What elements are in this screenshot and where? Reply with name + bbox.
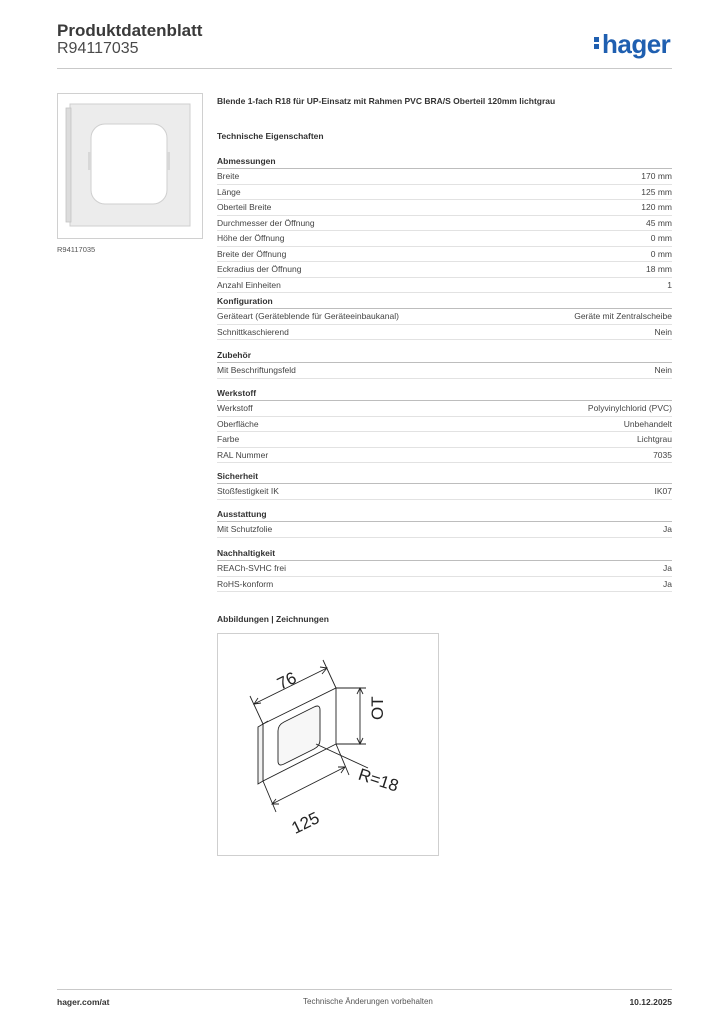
section-title: Nachhaltigkeit [217, 547, 672, 561]
spec-label: Oberteil Breite [217, 202, 272, 212]
spec-value: 170 mm [641, 171, 672, 181]
spec-row [217, 309, 672, 325]
thumbnail-caption: R94117035 [57, 245, 96, 254]
product-number: R94117035 [57, 40, 139, 57]
header-divider [57, 68, 672, 69]
footer-notice: Technische Änderungen vorbehalten [303, 997, 433, 1006]
figures-heading: Abbildungen | Zeichnungen [217, 614, 329, 624]
spec-row [217, 432, 672, 448]
spec-label: Anzahl Einheiten [217, 279, 281, 290]
spec-value: Polyvinylchlorid (PVC) [587, 403, 672, 413]
spec-label: Farbe [217, 434, 240, 444]
spec-row [217, 262, 672, 278]
spec-value: Unbehandelt [623, 418, 672, 429]
technical-properties-heading: Technische Eigenschaften [217, 131, 324, 141]
spec-label: Mit Beschriftungsfeld [217, 365, 296, 375]
footer-website-link[interactable]: hager.com/at [57, 997, 110, 1007]
spec-value: 18 mm [646, 264, 672, 274]
spec-value: Nein [654, 326, 672, 337]
spec-row [217, 325, 672, 341]
spec-row [217, 278, 672, 294]
dimension-drawing [218, 634, 438, 855]
product-thumbnail [57, 93, 203, 239]
section-dimensions [217, 155, 672, 293]
spec-value: Nein [654, 365, 672, 375]
spec-value: 7035 [653, 449, 672, 460]
spec-value: Ja [663, 524, 672, 534]
section-title: Zubehör [217, 349, 672, 363]
section-title: Ausstattung [217, 508, 672, 522]
spec-label: Länge [217, 186, 241, 197]
spec-value: 120 mm [641, 202, 672, 212]
spec-row [217, 448, 672, 464]
section-title: Abmessungen [217, 155, 672, 169]
logo-text: hager [602, 29, 671, 59]
section-material [217, 387, 672, 463]
spec-row [217, 363, 672, 379]
spec-value: 0 mm [650, 248, 672, 259]
spec-row [217, 401, 672, 417]
spec-value: Ja [663, 563, 672, 573]
section-sustainability [217, 547, 672, 592]
spec-row [217, 577, 672, 593]
spec-label: Eckradius der Öffnung [217, 264, 302, 274]
spec-value: Lichtgrau [637, 434, 672, 444]
spec-label: Durchmesser der Öffnung [217, 217, 315, 228]
product-description: Blende 1-fach R18 für UP-Einsatz mit Rahmen PVC BRA/S Oberteil 120mm lichtgrau [217, 96, 556, 106]
logo-dots-icon [594, 35, 600, 51]
spec-label: Breite der Öffnung [217, 248, 287, 259]
hager-logo [594, 29, 670, 60]
footer-divider [57, 989, 672, 990]
spec-value: Ja [663, 578, 672, 589]
spec-row [217, 231, 672, 247]
section-safety [217, 470, 672, 500]
spec-value: IK07 [654, 486, 672, 496]
spec-label: Schnittkaschierend [217, 326, 289, 337]
spec-row [217, 200, 672, 216]
depth-dimension-label: 76 [274, 668, 300, 694]
section-equipment [217, 508, 672, 538]
spec-row [217, 417, 672, 433]
spec-row [217, 216, 672, 232]
section-title: Sicherheit [217, 470, 672, 484]
spec-value: Geräte mit Zentralscheibe [574, 311, 672, 321]
spec-value: 1 [667, 279, 672, 290]
technical-drawing [217, 633, 439, 856]
spec-value: 0 mm [650, 233, 672, 243]
spec-value: 125 mm [641, 186, 672, 197]
spec-row [217, 561, 672, 577]
spec-row [217, 185, 672, 201]
spec-label: RoHS-konform [217, 578, 274, 589]
spec-label: Oberfläche [217, 418, 259, 429]
radius-dimension-label: R=18 [355, 764, 401, 796]
spec-label: Werkstoff [217, 403, 253, 413]
cover-plate-image [58, 94, 202, 238]
spec-label: REACh-SVHC frei [217, 563, 286, 573]
section-title: Werkstoff [217, 387, 672, 401]
spec-row [217, 247, 672, 263]
spec-row [217, 169, 672, 185]
document-title: Produktdatenblatt [57, 21, 203, 40]
spec-label: Stoßfestigkeit IK [217, 486, 279, 496]
spec-label: Mit Schutzfolie [217, 524, 273, 534]
spec-label: RAL Nummer [217, 449, 269, 460]
spec-label: Geräteart (Geräteblende für Geräteeinbaukanal) [217, 311, 399, 321]
footer-date: 10.12.2025 [629, 997, 672, 1007]
section-configuration [217, 295, 672, 340]
spec-label: Breite [217, 171, 240, 181]
section-accessories [217, 349, 672, 379]
spec-row [217, 522, 672, 538]
spec-value: 45 mm [646, 217, 672, 228]
height-dimension-label: OT [368, 696, 387, 720]
spec-label: Höhe der Öffnung [217, 233, 285, 243]
length-dimension-label: 125 [288, 808, 323, 838]
section-title: Konfiguration [217, 295, 672, 309]
spec-row [217, 484, 672, 500]
